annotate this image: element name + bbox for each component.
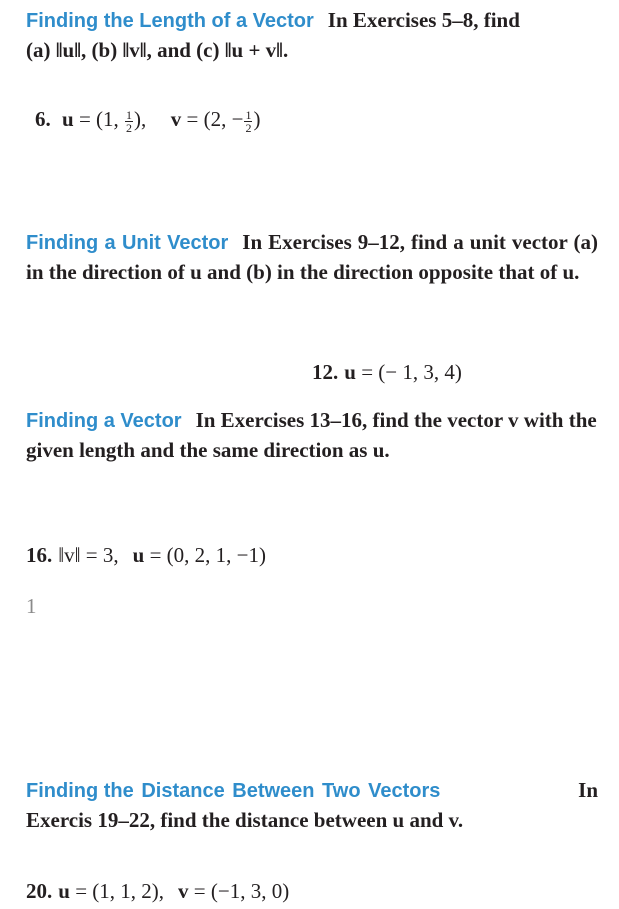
exercise-16-norm-value: = 3,: [80, 543, 119, 567]
exercise-6-u-close: ),: [134, 107, 147, 131]
exercise-12-u-label: u: [344, 360, 356, 384]
exercise-20: [26, 879, 289, 904]
section-heading-distance-part2: the Distance Between Two Vectors: [103, 780, 441, 802]
section-distance-paragraph: [26, 776, 598, 835]
exercise-6-v-label: v: [170, 107, 182, 131]
section-length-text-2: (a) ‖u‖, (b) ‖v‖, and (c) ‖u + v‖.: [26, 38, 289, 62]
exercise-6-v-frac-den: 2: [245, 120, 252, 135]
section-finding-vector: [26, 406, 598, 465]
section-heading-finding-vector: Finding a Vector: [26, 410, 182, 432]
exercise-20-v-label: v: [178, 879, 189, 903]
section-length-text-1: In Exercises 5–8, find: [327, 8, 520, 32]
exercise-6: [35, 107, 260, 134]
section-length-of-vector: [26, 6, 598, 65]
exercise-6-u-eq: =: [78, 107, 91, 131]
exercise-6-v-close: ): [253, 107, 261, 131]
section-heading-distance-part1: Finding: [26, 780, 99, 802]
stray-digit-text: 1: [26, 594, 37, 618]
exercise-12-number: 12.: [312, 360, 339, 384]
exercise-6-number: 6.: [35, 107, 51, 131]
exercise-6-v-eq: =: [186, 107, 199, 131]
exercise-16: [26, 543, 266, 568]
exercise-20-u-label: u: [58, 879, 70, 903]
exercise-12: [312, 360, 462, 385]
exercise-6-u-label: u: [62, 107, 74, 131]
exercise-6-u-frac-num: 1: [126, 107, 133, 122]
section-heading-length: Finding the Length of a Vector: [26, 10, 314, 32]
exercise-6-v-fraction: [244, 109, 252, 134]
section-unit-vector: [26, 228, 598, 287]
exercise-20-number: 20.: [26, 879, 53, 903]
section-unit-text: In Exercises 9–12, find a unit vector (a) in the direction of u and (b) in the direction opposite that of u.: [26, 230, 598, 284]
exercise-16-number: 16.: [26, 543, 53, 567]
exercise-12-value: = (− 1, 3, 4): [355, 360, 462, 384]
section-distance-text-part2: 19–22, find the distance between u and v.: [97, 808, 464, 832]
section-distance-in: In: [578, 778, 598, 802]
stray-digit: [26, 594, 37, 619]
section-distance: [26, 776, 598, 835]
section-vector-text: In Exercises 13–16, find the vector v with the given length and the same direction as u.: [26, 408, 597, 462]
exercise-16-norm: ‖v‖: [58, 543, 81, 567]
exercise-6-v-open: (2, −: [203, 107, 244, 131]
section-length-paragraph: [26, 6, 598, 65]
section-distance-text-part1: Exercis: [26, 808, 93, 832]
exercise-6-v-frac-num: 1: [245, 107, 252, 122]
exercise-16-u-value: = (0, 2, 1, −1): [144, 543, 267, 567]
section-unit-paragraph: [26, 228, 598, 287]
exercise-20-u-value: = (1, 1, 2),: [69, 879, 165, 903]
section-vector-paragraph: [26, 406, 598, 465]
section-heading-unit-vector: Finding a Unit Vector: [26, 232, 229, 254]
exercise-16-u-label: u: [132, 543, 145, 567]
exercise-20-v-value: = (−1, 3, 0): [188, 879, 290, 903]
section-heading-distance: [26, 780, 440, 802]
exercise-6-u-open: (1,: [96, 107, 125, 131]
exercise-6-u-fraction: [125, 109, 133, 134]
exercise-6-u-frac-den: 2: [126, 120, 133, 135]
